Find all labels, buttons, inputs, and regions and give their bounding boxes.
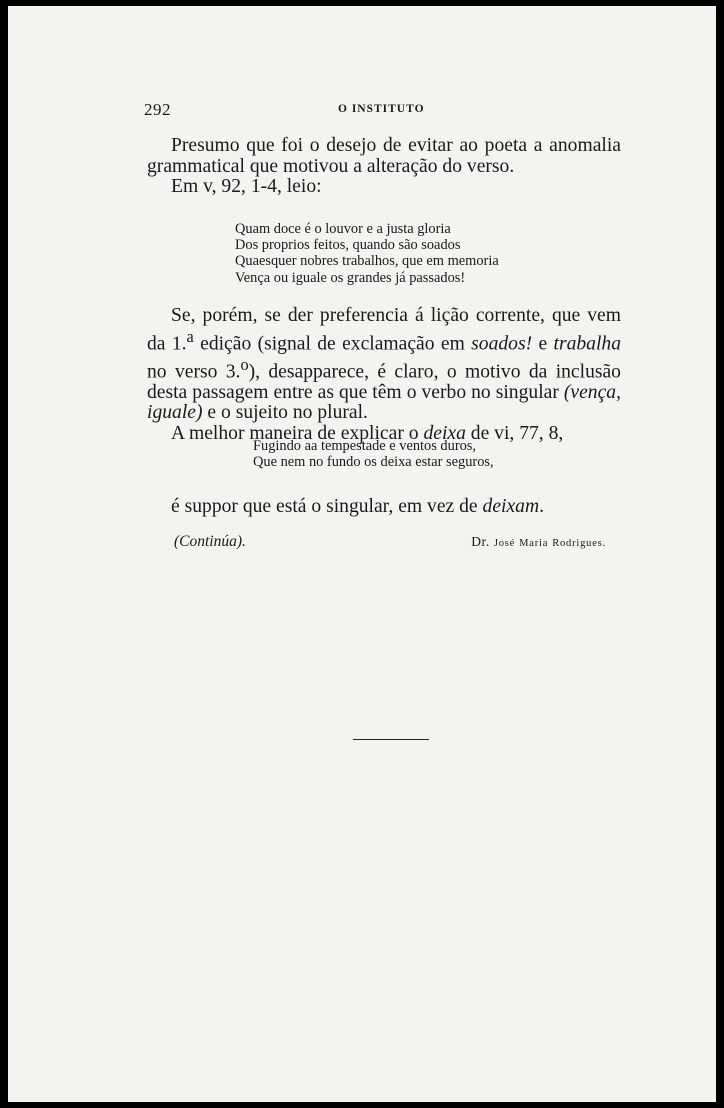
paragraph-2-text: Se, porém, se der preferencia á lição corrente, que vem da 1.$^a$ edição (signal de exclamação em soados! e trabalha no verso 3.$^o$), desapparece, é claro, o motivo da inclusão desta passagem entre as que têm o verbo no singular (vença, iguale) e o sujeito no plural. — [147, 305, 621, 424]
verse-line: Fugindo aa tempestade e ventos duros, — [253, 438, 477, 454]
paragraph-2 — [147, 306, 621, 444]
signature-row — [174, 533, 606, 553]
verse-line: Dos proprios feitos, quando são soados — [235, 237, 461, 254]
verse-quote-1 — [235, 221, 499, 286]
journal-title: O INSTITUTO — [338, 103, 425, 115]
paragraph-1-citation: Em v, 92, 1-4, leio: — [171, 176, 322, 197]
book-page — [8, 6, 716, 1102]
verse-quote-2 — [253, 438, 494, 470]
paragraph-1-text: Presumo que foi o desejo de evitar ao poeta a anomalia grammatical que motivou a alteração do verso. — [147, 135, 621, 177]
author-signature: Dr. José Maria Rodrigues. — [471, 534, 606, 549]
paragraph-1 — [147, 136, 621, 198]
page-number: 292 — [144, 100, 171, 119]
verse-line: Quaesquer nobres trabalhos, que em memoria — [235, 253, 499, 270]
section-divider — [353, 739, 429, 740]
verse-line: Vença ou iguale os grandes já passados! — [235, 269, 466, 286]
running-header — [8, 100, 716, 120]
continued-note: (Continúa). — [174, 533, 246, 550]
verse-line: Quam doce é o louvor e a justa gloria — [235, 221, 451, 237]
verse-line: Que nem no fundo os deixa estar seguros, — [253, 454, 494, 471]
paragraph-3 — [147, 497, 621, 518]
paragraph-3-text: é suppor que está o singular, em vez de deixam. — [171, 496, 545, 517]
paragraph-2b-text: A melhor maneira de explicar o deixa de vi, 77, 8, — [171, 422, 564, 444]
